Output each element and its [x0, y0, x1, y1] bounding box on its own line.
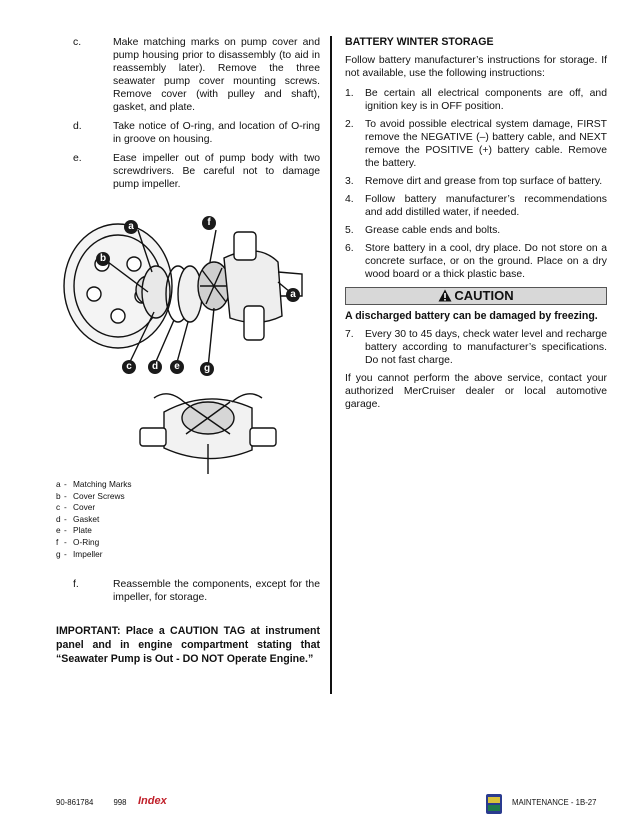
callout-d: d: [148, 360, 162, 374]
doc-number: 90-861784: [56, 798, 94, 807]
index-link[interactable]: Index: [138, 795, 167, 807]
caution-label: CAUTION: [454, 288, 514, 303]
important-notice: IMPORTANT: Place a CAUTION TAG at instrument panel and in engine compartment stating that “Seawater Pump is Out - DO NOT Operate Engine.”: [56, 625, 320, 665]
warning-triangle-icon: [438, 289, 452, 306]
section-page-label: MAINTENANCE - 1B-27: [512, 798, 597, 807]
legend-item: b - Cover Screws: [56, 490, 125, 501]
legend-item: a - Matching Marks: [56, 479, 132, 489]
battery-step-5: 5. Grease cable ends and bolts.: [345, 225, 501, 236]
legend-item: f - O-Ring: [56, 536, 100, 547]
doc-date: 998: [113, 798, 127, 807]
legend-item: c - Cover: [56, 502, 96, 513]
battery-intro: Follow battery manufacturer’s instructions for storage. If not available, use the following instructions:: [345, 55, 607, 79]
battery-heading: BATTERY WINTER STORAGE: [345, 36, 494, 48]
step-e: e. Ease impeller out of pump body with two screwdrivers. Be careful not to damage pump impeller.: [73, 153, 320, 190]
callout-f: f: [202, 216, 216, 230]
battery-step-2: 2. To avoid possible electrical system damage, FIRST remove the NEGATIVE (–) battery cable, and NEXT remove the POSITIVE (+) battery cable. Remove the battery.: [345, 119, 607, 169]
seawater-pump-illustration: [58, 212, 320, 476]
battery-step-4: 4. Follow battery manufacturer’s recommendations and add distilled water, if needed.: [345, 194, 607, 218]
battery-step-7: 7. Every 30 to 45 days, check water level and recharge battery according to manufacturer’s specifications. Do not fast charge.: [345, 329, 607, 366]
legend-item: d - Gasket: [56, 513, 100, 524]
step-c: c. Make matching marks on pump cover and pump housing prior to disassembly (to aid in reassembly later). Remove the three seawater pump cover mounting screws. Remove cover (with pulley and shaft), gasket, and plate.: [73, 37, 320, 113]
step-f: f. Reassemble the components, except for the impeller, for storage.: [73, 579, 320, 603]
callout-b: b: [96, 252, 110, 266]
step-d: d. Take notice of O-ring, and location of O-ring in groove on housing.: [73, 121, 320, 145]
callout-c: c: [122, 360, 136, 374]
footer-doc-info: [56, 798, 126, 807]
disassembly-steps: [56, 36, 320, 191]
battery-step-6: 6. Store battery in a cool, dry place. Do not store on a concrete surface, or on the ground. Place on a dry wood board or a thick plastic base.: [345, 243, 607, 280]
battery-step-3: 3. Remove dirt and grease from top surface of battery.: [345, 176, 603, 187]
column-divider: [330, 36, 332, 694]
figure-legend: [56, 479, 256, 560]
battery-closing: If you cannot perform the above service, contact your authorized MerCruiser dealer or local automotive garage.: [345, 373, 607, 410]
callout-a-right: a: [286, 288, 300, 302]
manual-book-icon[interactable]: [485, 793, 503, 815]
callout-g: g: [200, 362, 214, 376]
right-column: [345, 36, 607, 418]
callout-a-top: a: [124, 220, 138, 234]
caution-banner: [345, 287, 607, 305]
legend-item: g - Impeller: [56, 548, 103, 559]
battery-step-1: 1. Be certain all electrical components are off, and ignition key is in OFF position.: [345, 88, 607, 112]
callout-e: e: [170, 360, 184, 374]
caution-text: A discharged battery can be damaged by freezing.: [345, 310, 598, 322]
pump-exploded-drawing: [58, 212, 320, 476]
left-column: [56, 36, 320, 197]
legend-item: e - Plate: [56, 525, 92, 536]
